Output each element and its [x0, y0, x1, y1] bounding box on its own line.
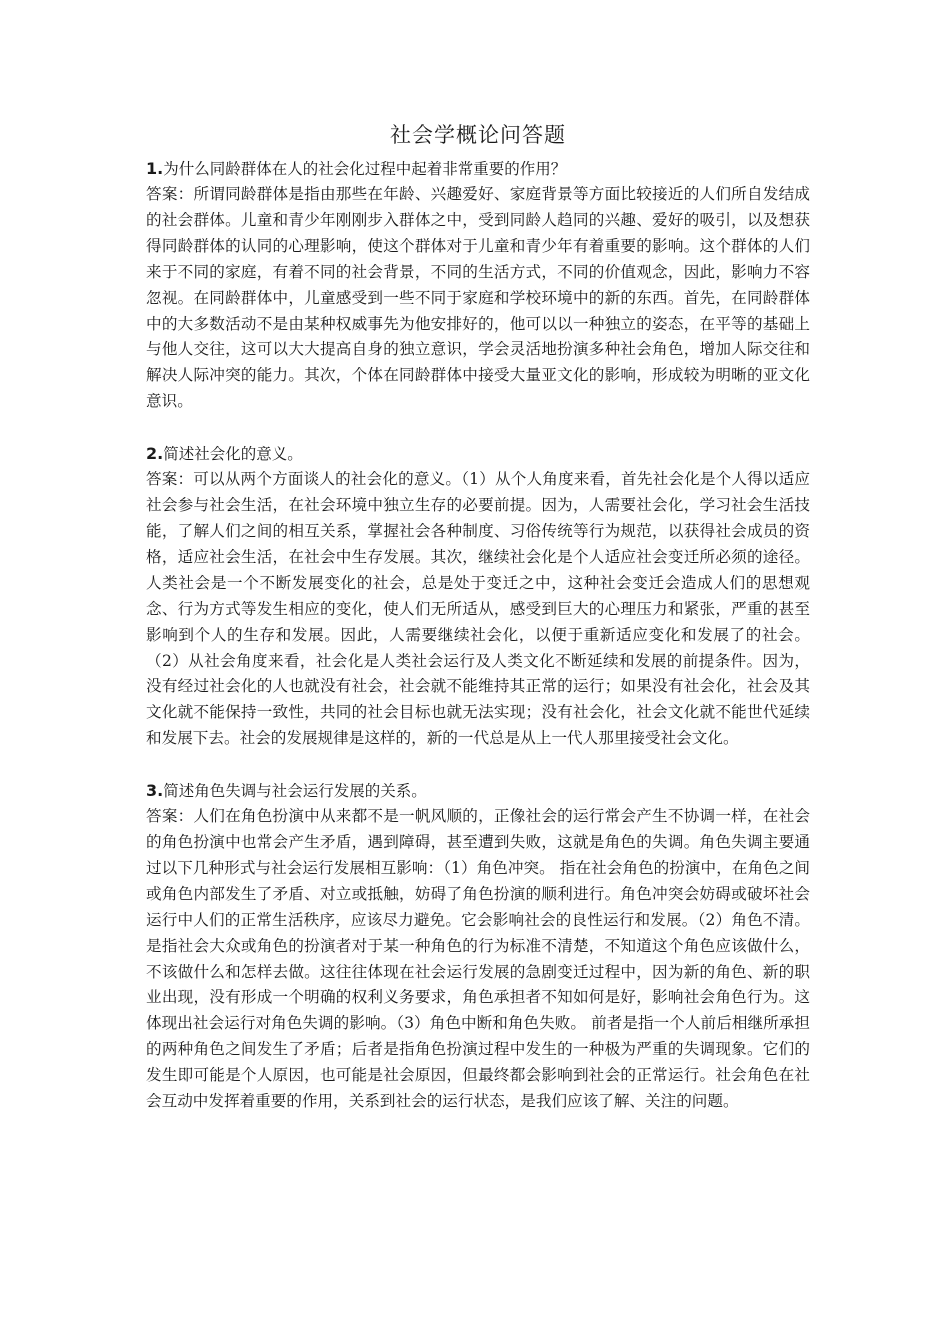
question-2 — [146, 441, 810, 467]
answer-1: 答案：所谓同龄群体是指由那些在年龄、兴趣爱好、家庭背景等方面比较接近的人们所自发结成的社会群体。儿童和青少年刚刚步入群体之中，受到同龄人趋同的兴趣、爱好的吸引，以及想获得同龄群体的认同的心理影响，使这个群体对于儿童和青少年有着重要的影响。这个群体的人们来于不同的家庭，有着不同的社会背景，不同的生活方式，不同的价值观念，因此，影响力不容忽视。在同龄群体中，儿童感受到一些不同于家庭和学校环境中的新的东西。首先，在同龄群体中的大多数活动不是由某种权威事先为他安排好的，他可以以一种独立的姿态，在平等的基础上与他人交往，这可以大大提高自身的独立意识，学会灵活地扮演多种社会角色，增加人际交往和解决人际冲突的能力。其次，个体在同龄群体中接受大量亚文化的影响，形成较为明晰的亚文化意识。 — [146, 185, 810, 411]
answer-2: 答案：可以从两个方面谈人的社会化的意义。（1）从个人角度来看，首先社会化是个人得以适应社会参与社会生活，在社会环境中独立生存的必要前提。因为，人需要社会化，学习社会生活技能，了解人们之间的相互关系，掌握社会各种制度、习俗传统等行为规范，以获得社会成员的资格，适应社会生活，在社会中生存发展。其次，继续社会化是个人适应社会变迁所必须的途径。人类社会是一个不断发展变化的社会，总是处于变迁之中，这种社会变迁会造成人们的思想观念、行为方式等发生相应的变化，使人们无所适从，感受到巨大的心理压力和紧张，严重的甚至影响到个人的生存和发展。因此，人需要继续社会化，以便于重新适应变化和发展了的社会。（2）从社会角度来看，社会化是人类社会运行及人类文化不断延续和发展的前提条件。因为，没有经过社会化的人也就没有社会，社会就不能维持其正常的运行；如果没有社会化，社会及其文化就不能保持一致性，共同的社会目标也就无法实现；没有社会化，社会文化就不能世代延续和发展下去。社会的发展规律是这样的，新的一代总是从上一代人那里接受社会文化。 — [146, 470, 810, 748]
question-number: 1. — [146, 159, 164, 178]
question-text: 简述角色失调与社会运行发展的关系。 — [163, 782, 427, 801]
qa-item-3 — [146, 778, 810, 1115]
answer-3: 答案：人们在角色扮演中从来都不是一帆风顺的，正像社会的运行常会产生不协调一样，在社会的角色扮演中也常会产生矛盾，遇到障碍，甚至遭到失败，这就是角色的失调。角色失调主要通过以下几种形式与社会运行发展相互影响：（1）角色冲突。 指在社会角色的扮演中，在角色之间或角色内部发生了矛盾、对立或抵触，妨碍了角色扮演的顺利进行。角色冲突会妨碍或破坏社会运行中人们的正常生活秩序，应该尽力避免。它会影响社会的良性运行和发展。（2）角色不清。是指社会大众或角色的扮演者对于某一种角色的行为标准不清楚，不知道这个角色应该做什么，不该做什么和怎样去做。这往往体现在社会运行发展的急剧变迁过程中，因为新的角色、新的职业出现，没有形成一个明确的权利义务要求，角色承担者不知如何是好，影响社会角色行为。这体现出社会运行对角色失调的影响。（3）角色中断和角色失败。 前者是指一个人前后相继所承担的两种角色之间发生了矛盾；后者是指角色扮演过程中发生的一种极为严重的失调现象。它们的发生即可能是个人原因，也可能是社会原因，但最终都会影响到社会的正常运行。社会角色在社会互动中发挥着重要的作用，关系到社会的运行状态，是我们应该了解、关注的问题。 — [146, 807, 810, 1111]
document-page — [146, 118, 810, 1115]
question-3 — [146, 778, 810, 804]
document-title: 社会学概论问答题 — [390, 123, 566, 147]
question-number: 3. — [146, 781, 164, 801]
question-number: 2. — [146, 444, 164, 464]
question-1 — [146, 156, 810, 182]
section-gap — [146, 415, 810, 441]
question-text: 简述社会化的意义。 — [163, 445, 303, 464]
qa-item-1 — [146, 156, 810, 415]
qa-item-2 — [146, 441, 810, 752]
section-gap — [146, 752, 810, 778]
question-text: 为什么同龄群体在人的社会化过程中起着非常重要的作用？ — [163, 160, 567, 178]
